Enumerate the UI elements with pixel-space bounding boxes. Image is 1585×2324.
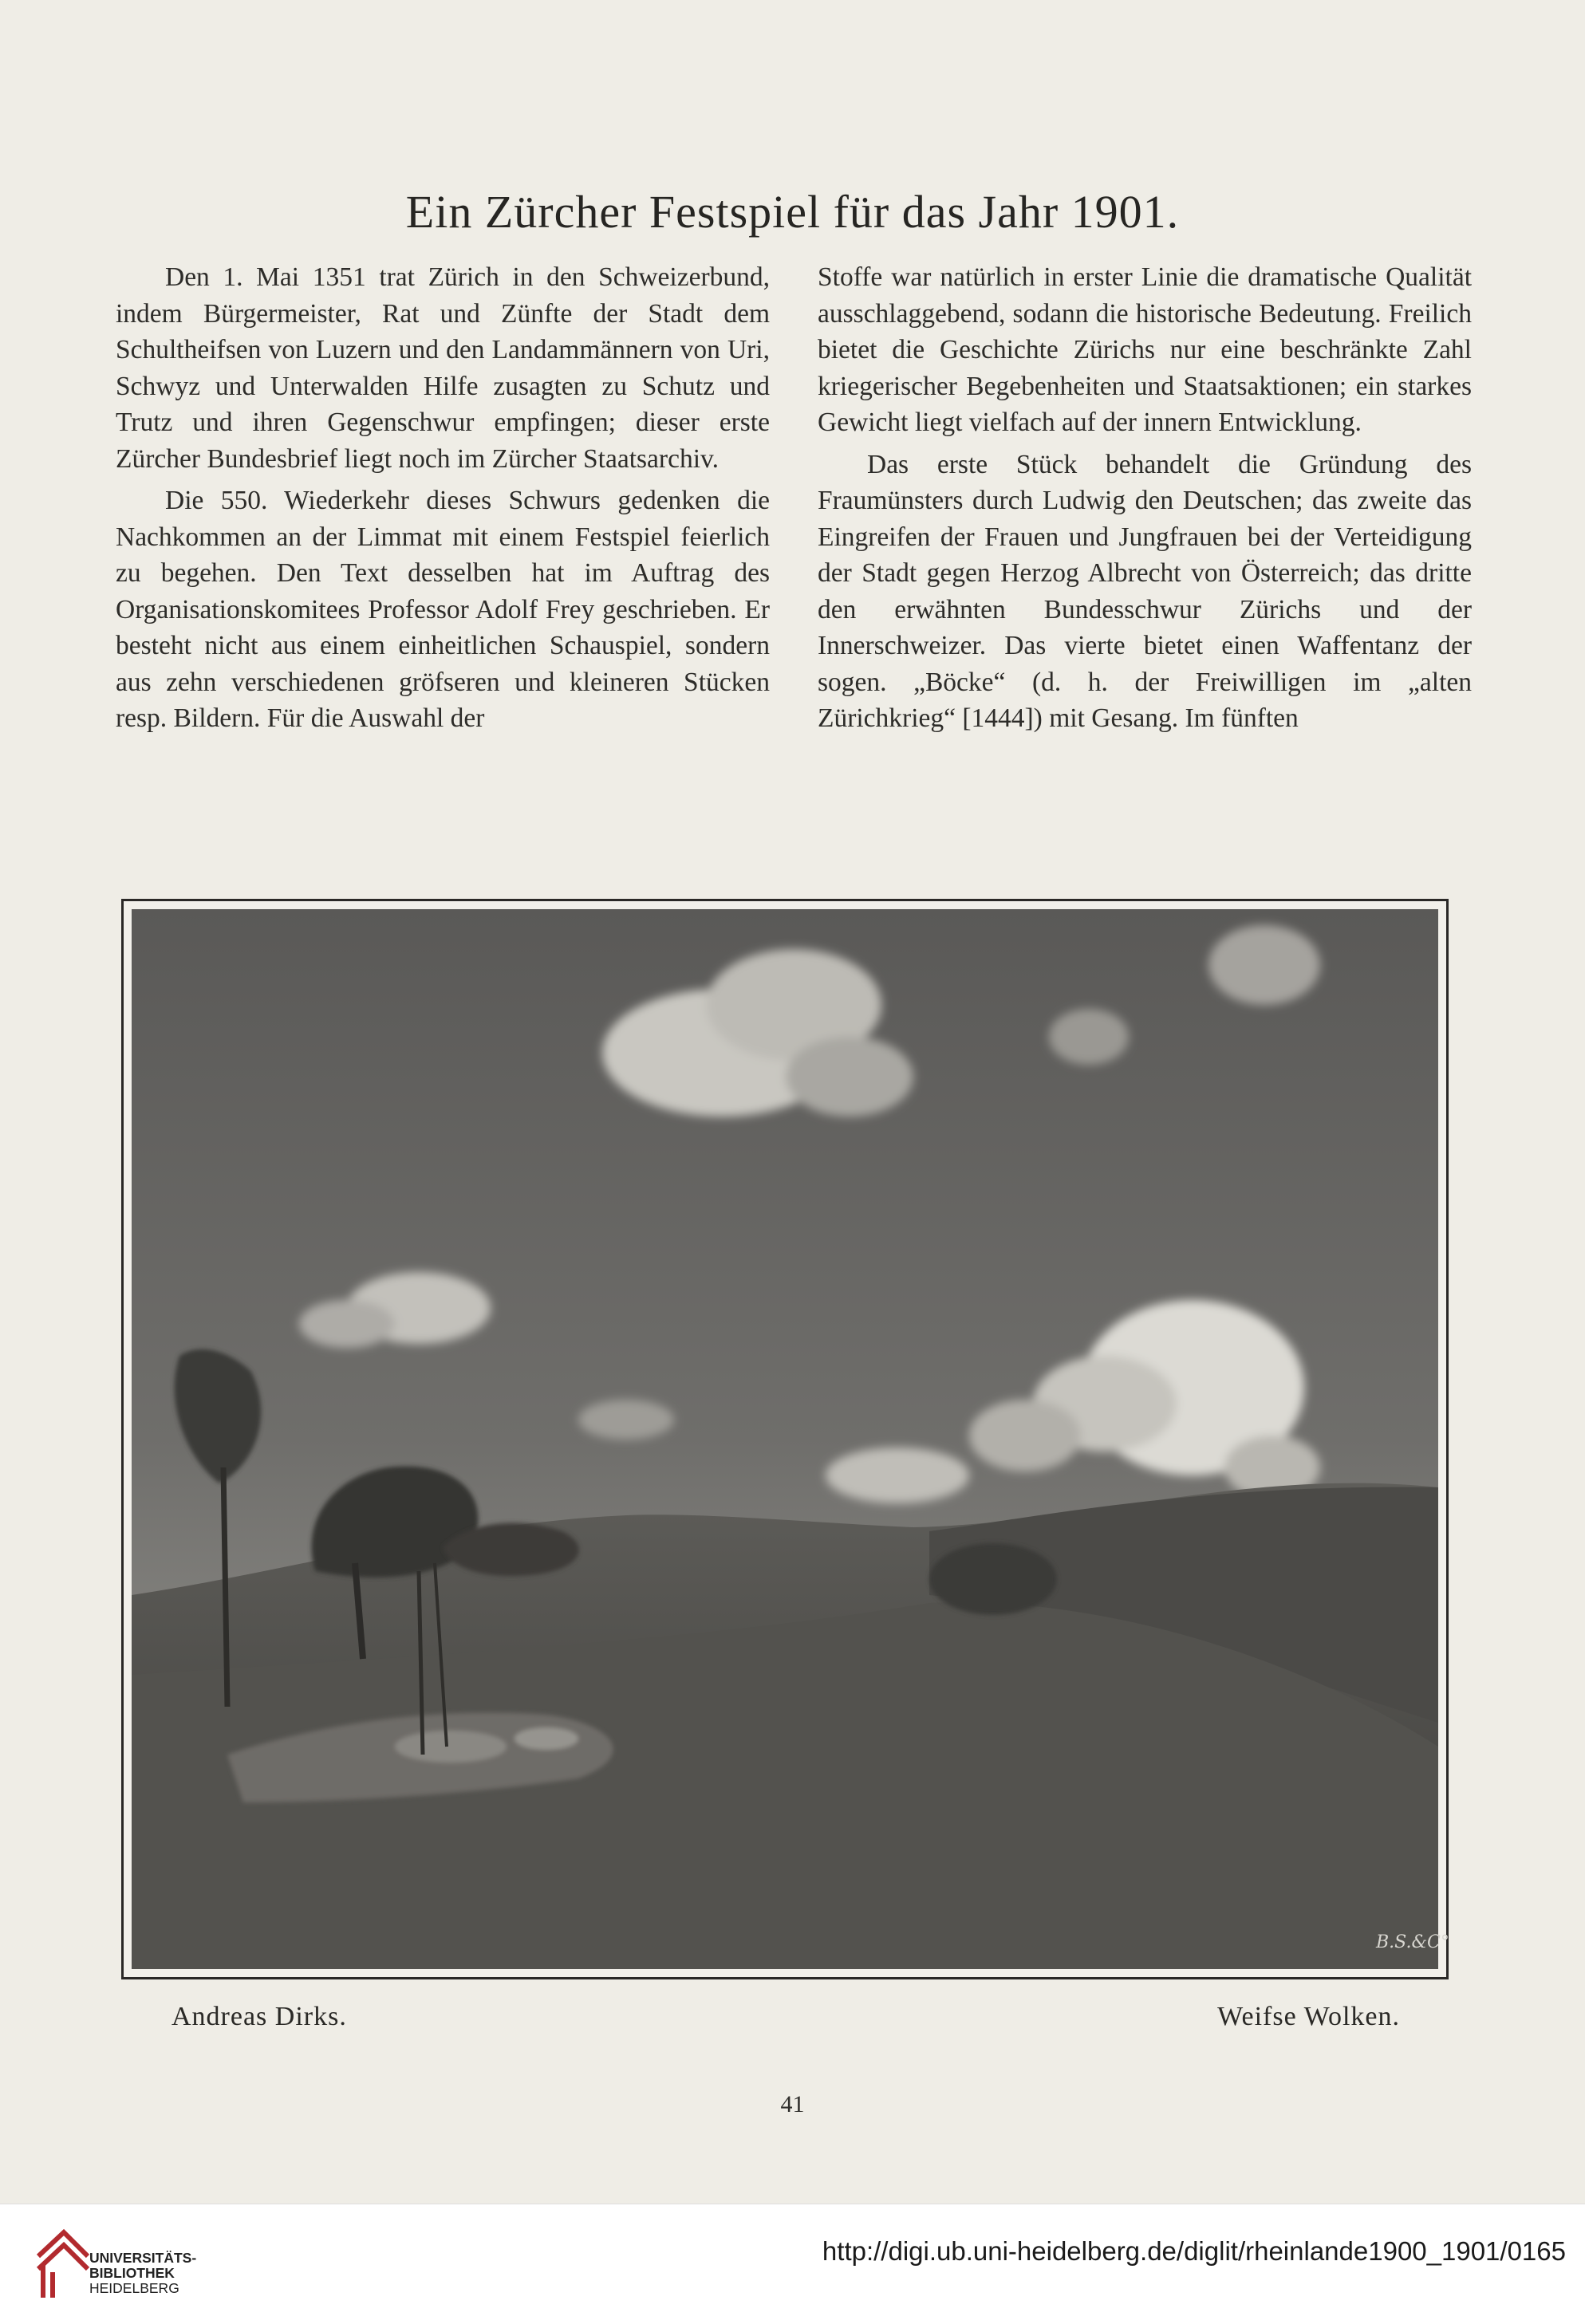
- library-name-line3: HEIDELBERG: [89, 2280, 179, 2296]
- right-paragraph-1: Stoffe war natürlich in erster Linie die dramatische Qualität ausschlaggebend, sodann die historische Bedeutung. Freilich bietet die Geschichte Zürichs nur eine beschränkte Zahl kriegerischer Begebenheiten und Staatsaktionen; ein starkes Gewicht liegt vielfach auf der innern Entwicklung.: [818, 262, 1472, 437]
- article-title: Ein Zürcher Festspiel für das Jahr 1901.: [405, 186, 1180, 238]
- library-footer: [0, 2204, 1585, 2324]
- left-paragraph-2: Die 550. Wiederkehr dieses Schwurs gedenken die Nachkommen an der Limmat mit einem Festspiel feierlich zu begehen. Den Text desselben hat im Auftrag des Organisationskomitees Professor Adolf Frey geschrieben. Er besteht nicht aus einem einheitlichen Schauspiel, sondern aus zehn verschiedenen gröfseren und kleineren Stücken resp. Bildern. Für die Auswahl der: [116, 486, 770, 733]
- landscape-painting: [132, 909, 1449, 1969]
- library-name-line1: UNIVERSITÄTS-: [89, 2250, 197, 2266]
- university-library-logo-icon[interactable]: [32, 2224, 96, 2301]
- right-column: [818, 259, 1472, 742]
- engraver-signature: B.S.&C°: [1376, 1932, 1449, 1952]
- caption-artist: Andreas Dirks.: [172, 2002, 347, 2031]
- painting-frame: [121, 899, 1449, 1979]
- source-url-link[interactable]: http://digi.ub.uni-heidelberg.de/diglit/rheinlande1900_1901/0165: [822, 2236, 1566, 2266]
- right-paragraph-2: Das erste Stück behandelt die Gründung des Fraumünsters durch Ludwig den Deutschen; das zweite das Eingreifen der Frauen und Jungfrauen bei der Verteidigung der Stadt gegen Herzog Albrecht von Österreich; das dritte den erwähnten Bundesschwur Zürichs und der Innerschweizer. Das vierte bietet einen Waffentanz der sogen. „Böcke“ (d. h. der Freiwilligen im „alten Zürichkrieg“ [1444]) mit Gesang. Im fünften: [818, 449, 1472, 733]
- bush: [929, 1543, 1057, 1615]
- library-name: [89, 2251, 196, 2296]
- page-number: 41: [780, 2091, 805, 2117]
- left-paragraph-1: Den 1. Mai 1351 trat Zürich in den Schweizerbund, indem Bürgermeister, Rat und Zünfte der Stadt dem Schultheifsen von Luzern und den Landammännern von Uri, Schwyz und Unterwalden Hilfe zusagten zu Schutz und Trutz und ihren Gegenschwur empfingen; dieser erste Zürcher Bundesbrief liegt noch im Zürcher Staatsarchiv.: [116, 262, 770, 474]
- left-column: [116, 259, 770, 742]
- library-name-line2: BIBLIOTHEK: [89, 2265, 175, 2281]
- caption-title: Weifse Wolken.: [1217, 2002, 1400, 2031]
